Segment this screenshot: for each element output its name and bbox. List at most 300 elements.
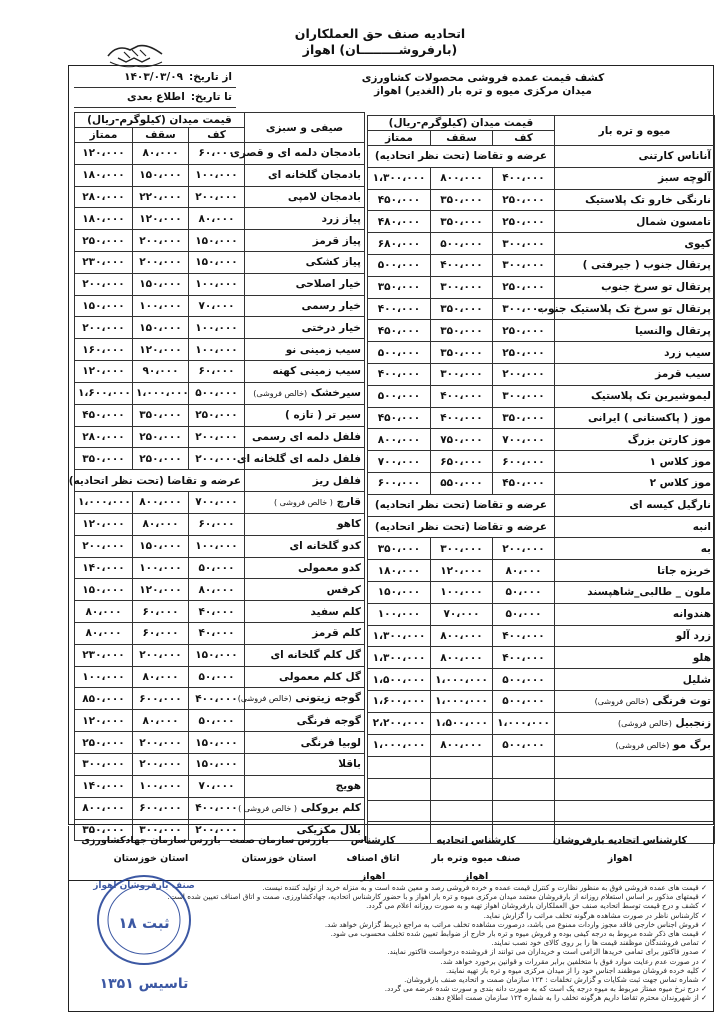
veg-price-best: ۱۲۰،۰۰۰ [75,143,133,165]
veg-price-max: ۸۰،۰۰۰ [133,513,189,535]
fruit-item-label: موز کلاس ۲ [649,477,711,490]
veg-price-min: ۶۰،۰۰۰ [189,360,245,382]
veg-price-best: ۱۲۰،۰۰۰ [75,710,133,732]
veg-price-min: ۱۵۰،۰۰۰ [189,644,245,666]
fruit-price-min: ۷۰۰،۰۰۰ [493,429,555,451]
veg-price-max: ۲۵۰،۰۰۰ [133,448,189,470]
fruit-row [368,189,715,211]
fruit-item-label: پرتقال تو سرخ جنوب [601,281,711,294]
veg-item-label: خیار اصلاحی [295,278,361,291]
fruit-price-best: ۳۵۰،۰۰۰ [368,538,431,560]
veg-item-name [230,143,365,165]
veg-row [75,251,365,273]
veg-price-best: ۱۲۰،۰۰۰ [75,360,133,382]
veg-item-note: ( خالص فروشی ) [238,803,298,813]
signature-subtitle: استان خوزستان [241,853,317,864]
fruit-price-best [368,778,431,800]
signature-title: کارشناس [350,835,396,846]
veg-row [75,513,365,535]
note-line: ✓ کارشناس ناظر در صورت مشاهده هرگونه تخلف مراتب را گزارش نماید. [483,910,707,920]
veg-item-name [245,710,365,732]
veg-price-best: ۸۰،۰۰۰ [75,622,133,644]
note-line: ✓ کشف و درج قیمت توسط اتحادیه صنف حق العملکاران بارفروشان اهواز تهیه و به صورت روزانه اعلام می گردد. [366,901,707,911]
veg-price-min: ۲۵۰،۰۰۰ [189,404,245,426]
veg-item-name [245,164,365,186]
fruit-price-best: ۵۰۰،۰۰۰ [368,254,431,276]
fruit-item-name [555,494,715,516]
fruit-item-label: پرتقال جنوب ( جیرفتی ) [582,259,711,272]
veg-price-best: ۴۵۰،۰۰۰ [75,404,133,426]
veg-row [75,491,365,513]
fruit-row [368,560,715,582]
veg-price-best: ۲۰۰،۰۰۰ [75,273,133,295]
veg-row [75,339,365,361]
veg-price-best: ۱۸۰،۰۰۰ [75,208,133,230]
veg-item-name [245,273,365,295]
veg-row [75,164,365,186]
fruit-price-max: ۱،۰۰۰،۰۰۰ [431,690,493,712]
fruit-row [368,363,715,385]
veg-price-best: ۱۵۰،۰۰۰ [75,295,133,317]
veg-price-min: ۸۰،۰۰۰ [189,208,245,230]
veg-item-label: فلفل دلمه ای گلخانه ای [236,452,361,465]
fruit-item-label: خربزه جاتا [657,564,711,577]
veg-item-label: باقلا [338,758,361,771]
veg-row [75,470,365,492]
fruit-item-label: پرتقال والنسیا [635,324,711,337]
veg-item-label: گل کلم گلخانه ای [270,649,361,662]
fruit-item-name [555,669,715,691]
fruit-price-max: ۵۰۰،۰۰۰ [431,233,493,255]
fruit-row [368,407,715,429]
veg-price-best: ۲۵۰،۰۰۰ [75,230,133,252]
veg-col-best-header: ممتاز [75,128,133,143]
fruit-price-table [367,115,715,844]
veg-price-min: ۱۵۰،۰۰۰ [189,753,245,775]
veg-price-max: ۶۰،۰۰۰ [133,622,189,644]
fruit-price-min: ۸۰،۰۰۰ [493,560,555,582]
veg-item-label: بادمجان لامپی [287,190,361,203]
fruit-price-max: ۱۲۰،۰۰۰ [431,560,493,582]
veg-price-max: ۳۰۰،۰۰۰ [133,819,189,841]
fruit-price-best: ۴۸۰،۰۰۰ [368,211,431,233]
fruit-item-label: نارگیل کیسه ای [629,499,711,512]
fruit-price-min: ۴۰۰،۰۰۰ [493,625,555,647]
note-line: ✓ از شهروندان محترم تقاضا داریم هرگونه تخلف را به شماره ۱۲۴ سازمان صمت اطلاع دهند. [429,993,707,1003]
veg-row [75,426,365,448]
veg-price-min: ۷۰،۰۰۰ [189,295,245,317]
veg-col-max-header: سقف [133,128,189,143]
fruit-item-label: کیوی [684,237,711,250]
veg-item-label: فلفل ریز [312,474,361,487]
fruit-row [368,669,715,691]
fruit-price-best: ۴۵۰،۰۰۰ [368,407,431,429]
fruit-price-max: ۸۰۰،۰۰۰ [431,625,493,647]
veg-price-min: ۶۰،۰۰۰ [189,513,245,535]
fruit-price-min: ۳۵۰،۰۰۰ [493,407,555,429]
veg-item-name [245,230,365,252]
veg-price-max: ۱۵۰،۰۰۰ [133,164,189,186]
fruit-price-max: ۱۰۰،۰۰۰ [431,581,493,603]
veg-price-min: ۵۰،۰۰۰ [189,666,245,688]
fruit-price-max: ۴۰۰،۰۰۰ [431,407,493,429]
fruit-item-label: آناناس کارتنی [638,150,711,163]
veg-price-max: ۱۰۰،۰۰۰ [133,295,189,317]
fruit-price-best: ۴۵۰،۰۰۰ [368,189,431,211]
veg-price-best: ۱۲۰،۰۰۰ [75,513,133,535]
fruit-price-min: ۳۰۰،۰۰۰ [493,385,555,407]
veg-price-best: ۱۴۰،۰۰۰ [75,775,133,797]
fruit-price-max: ۳۰۰،۰۰۰ [431,276,493,298]
fruit-item-label: زنجبیل [675,716,711,729]
veg-price-best: ۲۸۰،۰۰۰ [75,426,133,448]
fruit-price-min [493,778,555,800]
fruit-price-min: ۱،۰۰۰،۰۰۰ [493,712,555,734]
veg-price-max: ۱،۰۰۰،۰۰۰ [133,382,189,404]
veg-col-min-header: کف [189,128,245,143]
from-date-value: ۱۴۰۳/۰۳/۰۹ [124,71,184,83]
veg-item-label: گل کلم معمولی [278,670,361,683]
veg-price-max: ۲۵۰،۰۰۰ [133,426,189,448]
veg-row [75,732,365,754]
veg-item-name [245,666,365,688]
veg-row [75,622,365,644]
note-line: ✓ صدور فاکتور برای تمامی خریدها الزامی است و خریداران می توانند از فروشنده درخواست فاکتور نمایند. [387,947,707,957]
veg-item-label: سیر تر ( تازه ) [285,409,361,422]
veg-price-max: ۶۰۰،۰۰۰ [133,688,189,710]
veg-price-best: ۳۵۰،۰۰۰ [75,819,133,841]
union-stamp-icon [82,862,212,1002]
fruit-price-max [431,800,493,822]
fruit-item-name [555,756,715,778]
fruit-item-name [555,233,715,255]
fruit-row [368,778,715,800]
veg-item-name [245,382,365,404]
veg-price-min: ۲۰۰،۰۰۰ [189,186,245,208]
veg-item-label: کلم قرمز [312,627,361,640]
signature-subtitle: صنف میوه وتره بار اهواز [431,853,521,882]
veg-price-group-header: قیمت میدان (کیلوگرم-ریال) [75,113,245,128]
fruit-price-min: ۲۵۰،۰۰۰ [493,211,555,233]
note-line: ✓ تمامی فروشندگان موظفند قیمت ها را بر روی کالای خود نصب نمایند. [491,938,707,948]
fruit-row [368,320,715,342]
signature-title: بازرس سازمان صمت [229,835,329,846]
veg-row [75,273,365,295]
fruit-row [368,211,715,233]
fruit-item-name [555,625,715,647]
veg-price-best: ۲۰۰،۰۰۰ [75,535,133,557]
veg-row [75,797,365,819]
veg-price-min: ۱۰۰،۰۰۰ [189,164,245,186]
date-box [74,68,236,108]
veg-price-min: ۵۰،۰۰۰ [189,710,245,732]
sheet-title-line1: کشف قیمت عمده فروشی محصولات کشاورزی [361,72,605,84]
veg-price-best: ۸۰،۰۰۰ [75,601,133,623]
veg-item-label: بادمجان دلمه ای و قصری [230,147,361,160]
veg-item-label: کدو گلخانه ای [289,540,361,553]
signature-title: بازرس سازمان جهادکشاورزی [81,835,221,846]
veg-price-min: ۴۰۰،۰۰۰ [189,688,245,710]
veg-item-note: (خالص فروشی) [237,694,292,704]
veg-item-label: کرفس [326,583,361,596]
veg-item-label: کلم بروکلی [300,801,361,814]
veg-price-min: ۲۰۰،۰۰۰ [189,819,245,841]
veg-row [75,753,365,775]
veg-price-best: ۲۰۰،۰۰۰ [75,317,133,339]
fruit-row [368,298,715,320]
note-line: ✓ قیمتهای مذکور بر اساس استعلام روزانه از بارفروشان معتمد میدان مرکزی میوه و تره بار اهواز و با حضور کارشناس اتحادیه، جهادکشاورزی، صمت و اتاق اصناف تعیین شده است. [167,892,707,902]
fruit-supply-demand-note: عرضه و تقاضا (تحت نظر اتحادیه) [368,494,555,516]
fruit-price-best [368,800,431,822]
fruit-item-name [555,712,715,734]
fruit-item-name [555,211,715,233]
veg-item-name [245,732,365,754]
fruit-item-label: موز کلاس ۱ [649,455,711,468]
note-line: ✓ شماره تماس جهت ثبت شکایات و گزارش تخلفات : ۱۲۴ سازمان صمت و اتحادیه صنف بارفروشان. [404,975,707,985]
signature-block [229,832,329,868]
fruit-price-max: ۱،۵۰۰،۰۰۰ [431,712,493,734]
fruit-price-min: ۲۵۰،۰۰۰ [493,276,555,298]
fruit-item-name [555,778,715,800]
fruit-price-best: ۴۰۰،۰۰۰ [368,363,431,385]
fruit-item-name [555,451,715,473]
veg-price-max: ۲۰۰،۰۰۰ [133,644,189,666]
veg-price-best: ۸۵۰،۰۰۰ [75,688,133,710]
veg-price-max: ۲۰۰،۰۰۰ [133,732,189,754]
veg-price-max: ۸۰،۰۰۰ [133,666,189,688]
note-line: ✓ قیمت های عمده فروشی فوق به منظور نظارت و کنترل قیمت عمده و خرده فروشی رصد و معین شده است و به منزله خرید از تولید کننده نیست. [262,883,707,892]
fruit-price-max: ۷۵۰،۰۰۰ [431,429,493,451]
fruit-price-min: ۲۵۰،۰۰۰ [493,342,555,364]
fruit-price-best: ۳۵۰،۰۰۰ [368,276,431,298]
veg-item-note: (خالص فروشی) [253,388,308,398]
fruit-row [368,342,715,364]
note-line: ✓ قیمت های ذکر شده مربوط به درجه کیفی بوده و فروش میوه و تره بار خارج از ضوابط تعیین شده تخلف محسوب می شود. [330,929,707,939]
veg-item-name [245,186,365,208]
fruit-row [368,625,715,647]
fruit-price-max: ۳۵۰،۰۰۰ [431,211,493,233]
veg-row [75,535,365,557]
fruit-item-label: زرد آلو [675,629,711,642]
fruit-item-name [555,800,715,822]
fruit-price-min: ۴۰۰،۰۰۰ [493,167,555,189]
veg-row [75,710,365,732]
fruit-price-best: ۱،۵۰۰،۰۰۰ [368,669,431,691]
fruit-price-best: ۱۰۰،۰۰۰ [368,603,431,625]
stamp-ring-text: صنف بارفروشان اهواز [93,881,195,891]
fruit-price-min: ۴۵۰،۰۰۰ [493,472,555,494]
veg-item-label: خیار رسمی [301,299,361,312]
veg-price-max: ۶۰۰،۰۰۰ [133,797,189,819]
veg-item-label: سیب زمینی کهنه [272,365,361,378]
veg-item-label: گوجه فرنگی [296,714,361,727]
veg-price-max: ۲۰۰،۰۰۰ [133,251,189,273]
veg-price-min: ۱۰۰،۰۰۰ [189,317,245,339]
to-date-label: تا تاریخ: [190,91,232,103]
fruit-price-best: ۱،۰۰۰،۰۰۰ [368,734,431,756]
veg-price-best: ۱۰۰،۰۰۰ [75,666,133,688]
fruit-price-max: ۸۰۰،۰۰۰ [431,167,493,189]
veg-price-min: ۱۰۰،۰۰۰ [189,339,245,361]
fruit-price-max: ۳۰۰،۰۰۰ [431,363,493,385]
fruit-item-label: نارنگی خارو تک پلاستیک [585,193,711,206]
fruit-item-label: هلو [692,651,711,664]
fruit-item-label: سیب قرمز [655,368,711,381]
veg-price-max: ۲۰۰،۰۰۰ [133,230,189,252]
fruit-price-min [493,756,555,778]
fruit-item-name [555,472,715,494]
veg-row [75,186,365,208]
veg-price-min: ۴۰،۰۰۰ [189,622,245,644]
fruit-price-best: ۱،۳۰۰،۰۰۰ [368,167,431,189]
signature-block [545,832,695,868]
veg-price-min: ۱۵۰،۰۰۰ [189,732,245,754]
veg-item-name [245,360,365,382]
fruit-price-min: ۲۰۰،۰۰۰ [493,538,555,560]
fruit-item-name [555,581,715,603]
fruit-price-max: ۷۰،۰۰۰ [431,603,493,625]
fruit-item-name [555,429,715,451]
veg-col-name-header: صیفی و سبزی [245,113,365,143]
fruit-item-name [555,690,715,712]
veg-item-name [245,601,365,623]
fruit-price-best: ۵۰۰،۰۰۰ [368,342,431,364]
vegetable-price-table [68,112,365,841]
to-date-row [74,88,236,108]
fruit-price-best: ۱۸۰،۰۰۰ [368,560,431,582]
veg-row [75,644,365,666]
veg-item-label: بادمجان گلخانه ای [268,169,361,182]
veg-price-max: ۲۰۰،۰۰۰ [133,753,189,775]
veg-item-name [245,557,365,579]
veg-price-max: ۱۵۰،۰۰۰ [133,317,189,339]
veg-price-min: ۲۰۰،۰۰۰ [189,448,245,470]
fruit-price-max [431,778,493,800]
fruit-item-label: هندوانه [672,608,711,621]
veg-row [75,688,365,710]
veg-row [75,317,365,339]
fruit-price-min: ۲۰۰،۰۰۰ [493,363,555,385]
note-line: ✓ کلیه خرده فروشان موظفند اجناس خود را از میدان مرکزی میوه و تره بار تهیه نمایند. [445,965,707,975]
veg-price-best: ۱۶۰،۰۰۰ [75,339,133,361]
veg-row [75,601,365,623]
fruit-item-note: (خالص فروشی) [615,740,670,750]
fruit-item-label: انبه [692,520,711,533]
fruit-item-label: توت فرنگی [652,694,711,707]
to-date-value: اطلاع بعدی [126,91,185,103]
header [0,22,724,62]
fruit-price-group-header: قیمت میدان (کیلوگرم-ریال) [368,116,555,131]
union-subtitle: (بارفروشـــــــــان) اهواز [302,42,458,57]
veg-item-name [245,404,365,426]
fruit-price-best [368,756,431,778]
fruit-price-min: ۵۰۰،۰۰۰ [493,734,555,756]
fruit-item-label: موز ( پاکستانی ) ایرانی [587,411,711,424]
union-name: اتحادیه صنف حق العملکاران [294,26,466,41]
veg-price-min: ۸۰،۰۰۰ [189,579,245,601]
veg-item-name [245,295,365,317]
veg-supply-demand-note: عرضه و تقاضا (تحت نظر اتحادیه) [75,470,245,492]
fruit-price-best: ۵۰۰،۰۰۰ [368,385,431,407]
veg-item-label: پیاز قرمز [312,234,361,247]
veg-item-name [245,317,365,339]
fruit-row [368,254,715,276]
fruit-item-label: شلیل [682,673,711,686]
fruit-row [368,690,715,712]
fruit-price-min [493,800,555,822]
fruit-item-name [555,603,715,625]
fruit-supply-demand-note: عرضه و تقاضا (تحت نظر اتحادیه) [368,146,555,168]
veg-price-best: ۲۳۰،۰۰۰ [75,251,133,273]
veg-price-min: ۶۰،۰۰۰ [189,143,245,165]
fruit-price-min: ۲۵۰،۰۰۰ [493,320,555,342]
veg-price-min: ۴۰،۰۰۰ [189,601,245,623]
veg-item-name [245,470,365,492]
fruit-row [368,538,715,560]
fruit-row [368,472,715,494]
fruit-item-name [555,734,715,756]
fruit-item-name [555,276,715,298]
fruit-row [368,385,715,407]
veg-row [75,448,365,470]
signature-block [421,832,531,886]
fruit-price-best: ۱،۳۰۰،۰۰۰ [368,625,431,647]
signature-title: کارشناس اتحادیه بارفروشان اهواز [552,835,688,864]
veg-price-max: ۱۵۰،۰۰۰ [133,535,189,557]
veg-item-label: سیرخشک [310,386,361,399]
fruit-price-max: ۸۰۰،۰۰۰ [431,647,493,669]
fruit-price-best: ۷۰۰،۰۰۰ [368,451,431,473]
fruit-row [368,756,715,778]
fruit-price-best: ۲،۲۰۰،۰۰۰ [368,712,431,734]
veg-row [75,404,365,426]
fruit-row [368,494,715,516]
fruit-row [368,734,715,756]
fruit-item-note: (خالص فروشی) [594,696,649,706]
veg-price-max: ۱۲۰،۰۰۰ [133,208,189,230]
from-date-label: از تاریخ: [189,71,232,83]
fruit-item-label: موز کارتن بزرگ [627,433,711,446]
fruit-price-min: ۶۰۰،۰۰۰ [493,451,555,473]
fruit-price-max: ۳۵۰،۰۰۰ [431,342,493,364]
fruit-item-note: (خالص فروشی) [617,718,672,728]
veg-item-note: ( خالص فروشی ) [273,497,333,507]
veg-price-max: ۱۰۰،۰۰۰ [133,775,189,797]
veg-item-name [245,535,365,557]
veg-item-name [245,644,365,666]
stamp-year-text: تاسیس ۱۳۵۱ [99,976,189,992]
fruit-item-name [555,538,715,560]
veg-price-min: ۱۵۰،۰۰۰ [189,251,245,273]
veg-price-max: ۹۰،۰۰۰ [133,360,189,382]
veg-price-best: ۳۰۰،۰۰۰ [75,753,133,775]
fruit-item-name [555,647,715,669]
fruit-price-max: ۵۵۰،۰۰۰ [431,472,493,494]
veg-price-min: ۷۰،۰۰۰ [189,775,245,797]
veg-row [75,579,365,601]
fruit-item-name [537,298,715,320]
fruit-price-best: ۸۰۰،۰۰۰ [368,429,431,451]
veg-item-label: گوجه زیتونی [295,692,361,705]
signature-block [333,832,413,886]
fruit-item-label: به [700,542,711,555]
veg-price-best: ۱،۰۰۰،۰۰۰ [75,491,133,513]
fruit-price-min: ۵۰۰،۰۰۰ [493,690,555,712]
veg-row [75,666,365,688]
veg-item-label: پیاز کشکی [305,256,361,269]
fruit-row [368,167,715,189]
fruit-price-min: ۴۰۰،۰۰۰ [493,647,555,669]
